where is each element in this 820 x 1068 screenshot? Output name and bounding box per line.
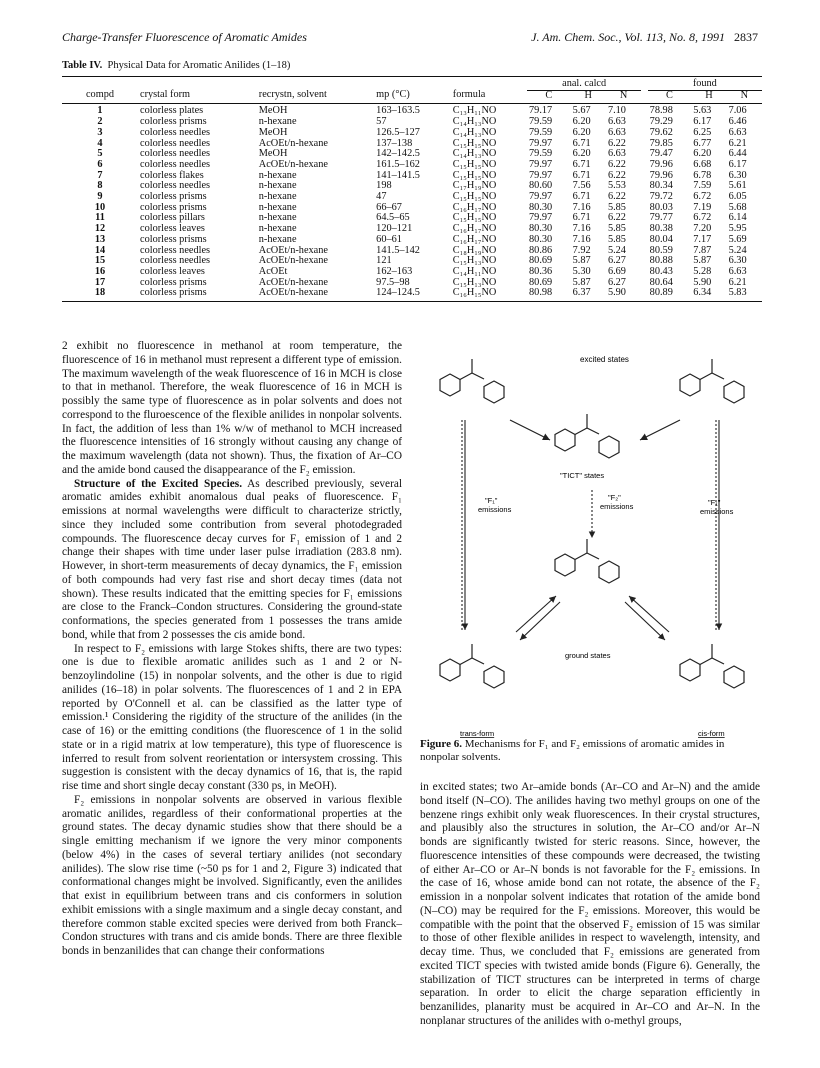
table-cell: 5.95 — [728, 223, 747, 235]
table-cell: 6.63 — [728, 265, 747, 277]
excited-states-label: excited states — [580, 355, 629, 364]
table-cell: 7.87 — [693, 244, 712, 256]
table-cell: AcOEt — [258, 265, 288, 277]
arrow — [516, 596, 556, 632]
compound-number: 10 — [94, 201, 106, 213]
table-cell: C₁₄H₁₃NO — [452, 148, 497, 160]
table-cell: 6.30 — [728, 169, 747, 181]
column-header: C — [648, 90, 692, 104]
table-cell: 80.03 — [649, 201, 673, 213]
table-cell: 5.68 — [728, 201, 747, 213]
table-cell: colorless needles — [140, 255, 211, 267]
table-cell: 6.46 — [728, 116, 747, 128]
table-cell: 80.38 — [649, 223, 673, 235]
table-cell: C₁₅H₁₅NO — [452, 191, 497, 203]
table-cell: colorless needles — [140, 180, 211, 192]
table-cell: colorless needles — [140, 148, 211, 160]
left-text-column — [62, 340, 402, 959]
table-cell: 5.69 — [728, 233, 747, 245]
compound-number: 1 — [97, 105, 103, 117]
f1-right-label: "F₁" — [708, 498, 721, 507]
table-cell: 57 — [376, 116, 387, 128]
page-number: 2837 — [734, 30, 758, 44]
column-header: mp (°C) — [374, 90, 451, 104]
table-cell: 79.59 — [529, 148, 553, 160]
running-header — [62, 30, 758, 46]
column-header: H — [571, 90, 606, 104]
table-title: Physical Data for Aromatic Anilides (1–18) — [107, 60, 291, 71]
table-row — [62, 128, 762, 139]
table-cell: 80.98 — [527, 288, 571, 301]
table-cell: 142–142.5 — [376, 148, 420, 160]
table-body — [62, 104, 762, 302]
table-cell: 124–124.5 — [374, 288, 451, 301]
table-cell: 79.17 — [529, 105, 553, 117]
f1-left-label: "F₁" — [485, 496, 498, 505]
table-cell: 6.68 — [693, 158, 712, 170]
table-cell: 80.30 — [529, 201, 553, 213]
compound-number: 14 — [94, 244, 106, 256]
ground-states-label: ground states — [565, 651, 611, 660]
table-cell: 80.43 — [649, 265, 673, 277]
table-cell: C₁₅H₁₅NO — [452, 212, 497, 224]
table-cell: 5.83 — [727, 288, 762, 301]
table-cell: AcOEt/n-hexane — [258, 137, 328, 149]
journal-citation: J. Am. Chem. Soc., Vol. 113, No. 8, 1991 2837 — [531, 30, 758, 44]
physical-data-table — [62, 76, 762, 302]
table-cell: 79.77 — [649, 212, 673, 224]
table-cell: 79.96 — [649, 158, 673, 170]
table-cell: 79.59 — [529, 126, 553, 138]
table-cell: n-hexane — [258, 201, 297, 213]
table-cell: 6.22 — [607, 137, 626, 149]
mechanism-diagram — [420, 340, 760, 740]
found-group: found — [648, 77, 762, 91]
right-text-column — [420, 781, 760, 1029]
table-cell: 6.63 — [607, 126, 626, 138]
table-cell: MeOH — [258, 148, 288, 160]
f1-left-sublabel: emissions — [478, 505, 512, 514]
anal-calcd-group: anal. calcd — [527, 77, 641, 91]
table-cell: 6.69 — [607, 265, 626, 277]
figure-label: Figure 6. — [420, 738, 462, 750]
table-cell: colorless needles — [140, 137, 211, 149]
table-cell: 64.5–65 — [376, 212, 410, 224]
table-cell: MeOH — [258, 105, 288, 117]
table-cell: 80.34 — [649, 180, 673, 192]
table-cell: 7.06 — [728, 105, 747, 117]
table-cell: 7.16 — [572, 233, 591, 245]
tict-excited-molecule — [555, 414, 619, 458]
table-cell: colorless plates — [140, 105, 204, 117]
table-cell: 6.20 — [572, 126, 591, 138]
table-cell: 6.17 — [728, 158, 747, 170]
table-cell: 6.22 — [607, 191, 626, 203]
compound-number: 9 — [97, 191, 103, 203]
compound-number: 4 — [97, 137, 103, 149]
table-cell: 6.71 — [572, 212, 591, 224]
table-cell: 6.37 — [571, 288, 606, 301]
table-cell: 80.89 — [648, 288, 692, 301]
table-cell: 80.88 — [649, 255, 673, 267]
tict-states-label: "TICT" states — [560, 471, 605, 480]
ground-trans-molecule — [440, 644, 504, 688]
excited-trans-molecule — [440, 359, 504, 403]
table-cell: colorless needles — [140, 126, 211, 138]
table-cell: 60–61 — [376, 233, 402, 245]
table-cell: 198 — [376, 180, 392, 192]
table-cell: colorless leaves — [140, 223, 205, 235]
table-cell: 5.87 — [693, 255, 712, 267]
table-label: Table IV. — [62, 60, 103, 71]
table-cell: 79.62 — [649, 126, 673, 138]
table-cell: C₁₅H₁₃NO — [452, 276, 497, 288]
table-cell: AcOEt/n-hexane — [258, 276, 328, 288]
table-row — [62, 235, 762, 246]
table-cell: 6.72 — [693, 191, 712, 203]
table-cell: 80.69 — [529, 276, 553, 288]
table-cell: 5.90 — [606, 288, 641, 301]
table-cell: n-hexane — [258, 233, 297, 245]
table-cell: 79.29 — [649, 116, 673, 128]
paragraph: 2 exhibit no fluorescence in methanol at room temperature, the fluorescence of 16 in methanol must represent a different type of emission. The maximum wavelength of the weak fluorescence of 16 in MCH is close to that in methanol. Therefore, the weak fluorescence of 16 in MCH is possibly the same type of fluorescence as in polar solvents and does not correspond to the fluroescence of the flexible anilides in nonpolar solvents. In fact, the addition of less than 1% w/w of methanol to MCH increased the fluorescence intensities of 16 strongly without causing any change of the maximum wavelength (data not shown). Thus, the fixation of Ar–CO and the amide bond caused the disappearance of the F₂ emission. — [62, 340, 402, 476]
table-cell: 6.20 — [572, 116, 591, 128]
table-cell: 7.92 — [572, 244, 591, 256]
table-cell: 97.5–98 — [376, 276, 410, 288]
table-cell: 6.71 — [572, 158, 591, 170]
table-cell: 141–141.5 — [376, 169, 420, 181]
table-cell: 80.30 — [529, 223, 553, 235]
table-cell: 162–163 — [376, 265, 413, 277]
table-cell: 6.63 — [728, 126, 747, 138]
f2-mid-sublabel: emissions — [600, 502, 634, 511]
compound-number: 12 — [94, 223, 106, 235]
table-cell: C₁₆H₁₅NO — [451, 288, 527, 301]
table-cell: 6.63 — [607, 148, 626, 160]
table-cell: 7.59 — [693, 180, 712, 192]
table-cell: 7.10 — [607, 105, 626, 117]
table-cell: 79.96 — [649, 169, 673, 181]
table-cell: 79.47 — [649, 148, 673, 160]
table-cell: 6.21 — [728, 137, 747, 149]
table-cell: 5.28 — [693, 265, 712, 277]
table-cell: colorless leaves — [140, 265, 205, 277]
table-cell: AcOEt/n-hexane — [258, 255, 328, 267]
table-cell: 5.87 — [572, 255, 591, 267]
table-cell: n-hexane — [258, 180, 297, 192]
arrow — [625, 602, 665, 640]
figure-6 — [420, 340, 760, 752]
table-cell: 6.21 — [728, 276, 747, 288]
table-cell: 79.97 — [529, 169, 553, 181]
table-cell: 80.64 — [649, 276, 673, 288]
table-cell: 6.72 — [693, 212, 712, 224]
table-cell: colorless prisms — [140, 201, 207, 213]
table-cell: 6.71 — [572, 169, 591, 181]
table-cell: 7.56 — [572, 180, 591, 192]
compound-number: 8 — [97, 180, 103, 192]
table-cell: 79.85 — [649, 137, 673, 149]
table-cell: MeOH — [258, 126, 288, 138]
table-cell: 5.63 — [693, 105, 712, 117]
table-cell: 163–163.5 — [376, 105, 420, 117]
compound-number: 6 — [97, 158, 103, 170]
table-cell: 80.36 — [529, 265, 553, 277]
table-cell: 5.85 — [607, 233, 626, 245]
paragraph: Structure of the Excited Species. As described previously, several aromatic amides exhibit anomalous dual peaks of fluorescence. F₁ emissions at normal wavelengths were difficult to characterize strictly, since they included some contribution from several photodegraded compounds. The fluorescence decay curves for F₁ emission of 1 and 2 change their shapes with time under laser pulse irradiation (283.8 nm). However, in short-term measurements of decay dynamics, the F₁ emission of both compounds had very fast rise and short decay times (data not shown). These results indicated that the emitting species for F₁ emissions are close to the Franck–Condon structures. Considering the ground-state conformations, the species generated from 1 possesses the trans amide bond, while that from 2 possesses the cis amide bond. — [62, 477, 402, 641]
compound-number: 2 — [97, 116, 103, 128]
compound-number: 16 — [94, 265, 106, 277]
column-header: N — [606, 90, 641, 104]
table-cell: colorless pillars — [140, 212, 205, 224]
table-cell: 80.04 — [649, 233, 673, 245]
column-header: compd — [62, 90, 138, 104]
table-cell: 6.20 — [693, 148, 712, 160]
compound-number: 5 — [97, 148, 103, 160]
table-cell: 5.85 — [607, 201, 626, 213]
table-cell: 66–67 — [376, 201, 402, 213]
table-cell: 6.27 — [607, 255, 626, 267]
table-cell: 80.86 — [529, 244, 553, 256]
table-cell: 5.85 — [607, 223, 626, 235]
table-cell: 161.5–162 — [376, 158, 420, 170]
table-cell: 80.69 — [529, 255, 553, 267]
table-cell: colorless prisms — [138, 288, 257, 301]
table-cell: n-hexane — [258, 223, 297, 235]
table-cell: C₁₃H₁₁NO — [452, 105, 497, 117]
section-heading: Structure of the Excited Species. — [74, 477, 243, 490]
running-title: Charge-Transfer Fluorescence of Aromatic Amides — [62, 30, 307, 44]
table-cell: 121 — [376, 255, 392, 267]
table-cell: AcOEt/n-hexane — [258, 158, 328, 170]
table-cell: 6.22 — [607, 169, 626, 181]
column-header-row — [62, 90, 762, 104]
table-cell: 126.5–127 — [376, 126, 420, 138]
paragraph: in excited states; two Ar–amide bonds (Ar–CO and Ar–N) and the amide bond itself (N–CO). The anilides having two methyl groups on one of the benzene rings exhibit only weak fluorescences. In their crystal structures, and plausibly also the structures in solution, the Ar–CO and/or Ar–N bonds are significantly twisted for steric reasons. Since, however, the fluorescence intensities of these compounds were decreased, the twisting of either Ar–CO or Ar–N bonds is not favorable for the F₂ emissions. In the case of 16, whose amide bond can not rotate, the absence of the F₂ emission in a nonpolar solvent indicates that rotation of the amide bond (N–CO) may be required for the F₂ emissions. Moreover, this would be compatible with the point that the observed F₂ emission of 15 was similar to those of other flexible anilides in respect to wavelength, intensity, and decay time. Thus, we concluded that F₂ emissions are generated from excited TICT species with twisted amide bonds (Figure 6). Generally, the stabilization of TICT structures can be interpreted in terms of charge separation. In order to elicit the charge separation efficiently in benzanilides, planarity must be acquired in Ar–CO and Ar–N. In the nonplanar structures of the anilides with o-methyl groups, — [420, 781, 760, 1027]
figure-caption: Figure 6. Mechanisms for F₁ and F₂ emissions of aromatic amides in nonpolar solvents. — [420, 738, 725, 763]
table-cell: 5.53 — [607, 180, 626, 192]
table-cell: 7.20 — [693, 223, 712, 235]
table-cell: 5.90 — [693, 276, 712, 288]
table-cell: 6.27 — [607, 276, 626, 288]
paragraph: In respect to F₂ emissions with large Stokes shifts, there are two types: one is due to flexible aromatic anilides such as 1 and 2 or N-benzoylindoline (15) in nonpolar solvents, and the other is due to rigid anilides (16–18) in polar solvents. The fluorescences of 1 and 2 in EPA reported by O'Connell et al. can be classified as the latter type of emission.¹ Considering the rigidity of the structure of the anilides (in the case of 16) or the emitting conditions (the fluorescence of 1 in the solid state or in a rigid matrix at low temperature), this type of fluorescence is inferred to result from solvent reorientation or intersystem crossing. This suggestion is consistent with the decay dynamics of 16, that is, the rapid rise time and short single decay constant (330 ps, in MeOH). — [62, 642, 402, 792]
table-cell: n-hexane — [258, 212, 297, 224]
table-cell: 5.87 — [572, 276, 591, 288]
table-cell: 7.16 — [572, 201, 591, 213]
table-cell: AcOEt/n-hexane — [257, 288, 374, 301]
table-cell: colorless prisms — [140, 276, 207, 288]
table-cell: 5.61 — [728, 180, 747, 192]
compound-number: 11 — [95, 212, 105, 224]
table-cell: 7.17 — [693, 233, 712, 245]
table-cell: C₁₅H₁₅NO — [452, 137, 497, 149]
compound-number: 17 — [94, 276, 106, 288]
table-cell: C₁₅H₁₃NO — [452, 255, 497, 267]
column-header: H — [691, 90, 726, 104]
table-cell: 5.24 — [607, 244, 626, 256]
compound-number: 7 — [97, 169, 103, 181]
table-cell: AcOEt/n-hexane — [258, 244, 328, 256]
table-cell: 6.22 — [607, 212, 626, 224]
column-header: crystal form — [138, 90, 257, 104]
table-cell: 7.19 — [693, 201, 712, 213]
table-cell: 47 — [376, 191, 387, 203]
table-cell: C₁₆H₁₇NO — [452, 201, 497, 213]
table-cell: 5.30 — [572, 265, 591, 277]
table-cell: 79.72 — [649, 191, 673, 203]
table-cell: 80.60 — [529, 180, 553, 192]
table-cell: n-hexane — [258, 116, 297, 128]
table-cell: 6.44 — [728, 148, 747, 160]
table-cell: colorless prisms — [140, 116, 207, 128]
table-cell: 6.34 — [691, 288, 726, 301]
table-cell: 79.59 — [529, 116, 553, 128]
table-cell: 79.97 — [529, 137, 553, 149]
table-cell: 6.71 — [572, 137, 591, 149]
table-cell: n-hexane — [258, 169, 297, 181]
table-cell: 141.5–142 — [376, 244, 420, 256]
compound-number: 3 — [97, 126, 103, 138]
table-cell: C₁₈H₁₉NO — [452, 244, 497, 256]
compound-number: 18 — [62, 288, 138, 301]
column-header: N — [727, 90, 762, 104]
table-caption — [62, 60, 290, 71]
table-cell: colorless needles — [140, 158, 211, 170]
table-cell: 80.59 — [649, 244, 673, 256]
table-cell: 6.20 — [572, 148, 591, 160]
table-cell: colorless flakes — [140, 169, 204, 181]
table-cell: colorless prisms — [140, 191, 207, 203]
table-cell: colorless prisms — [140, 233, 207, 245]
table-cell: C₁₄H₁₁NO — [452, 265, 497, 277]
table-cell: 137–138 — [376, 137, 413, 149]
table-cell: 6.05 — [728, 191, 747, 203]
compound-number: 13 — [94, 233, 106, 245]
table-row — [62, 288, 762, 301]
table-cell: C₁₅H₁₅NO — [452, 169, 497, 181]
table-cell: 6.30 — [728, 255, 747, 267]
table-cell: 79.97 — [529, 158, 553, 170]
table-cell: 79.97 — [529, 212, 553, 224]
cis-form-label: cis-form — [698, 729, 725, 738]
table-cell: C₁₄H₁₃NO — [452, 126, 497, 138]
trans-form-label: trans-form — [460, 729, 495, 738]
table-cell: 120–121 — [376, 223, 413, 235]
compound-number: 15 — [94, 255, 106, 267]
table-cell: 6.78 — [693, 169, 712, 181]
ground-cis-molecule — [680, 644, 744, 688]
table-cell: 6.25 — [693, 126, 712, 138]
excited-cis-molecule — [680, 359, 744, 403]
table-cell: 6.71 — [572, 191, 591, 203]
table-cell: 6.14 — [728, 212, 747, 224]
arrow — [640, 420, 680, 440]
table-cell: C₁₆H₁₇NO — [452, 233, 497, 245]
table-cell: 80.30 — [529, 233, 553, 245]
table-cell: colorless needles — [140, 244, 211, 256]
table-cell: 5.24 — [728, 244, 747, 256]
tict-ground-molecule — [555, 539, 619, 583]
table-cell: C₁₆H₁₇NO — [452, 223, 497, 235]
column-header: C — [527, 90, 571, 104]
column-header: formula — [451, 90, 527, 104]
f2-mid-label: "F₂" — [608, 493, 621, 502]
f1-right-sublabel: emissions — [700, 507, 734, 516]
table-cell: 7.16 — [572, 223, 591, 235]
table-cell: C₁₅H₁₅NO — [452, 158, 497, 170]
table-cell: C₁₇H₁₉NO — [452, 180, 497, 192]
arrow — [510, 420, 550, 440]
table-cell: 5.67 — [572, 105, 591, 117]
table-cell: 79.97 — [529, 191, 553, 203]
arrow — [520, 602, 560, 640]
table-cell: 6.63 — [607, 116, 626, 128]
table-cell: 6.22 — [607, 158, 626, 170]
column-header: recrystn, solvent — [257, 90, 374, 104]
table-cell: 6.17 — [693, 116, 712, 128]
arrow — [629, 596, 669, 632]
table-cell: 6.77 — [693, 137, 712, 149]
table-cell: C₁₄H₁₃NO — [452, 116, 497, 128]
table-cell: 78.98 — [649, 105, 673, 117]
paragraph: F₂ emissions in nonpolar solvents are observed in various flexible aromatic anilides, regardless of their conformational properties at the ground states. The decay dynamic studies show that there should be a single emitting mechanism if we ignore the very minor components (below 4%) in the cases of several tertiary anilides (not secondary anilides). The slow rise time (~50 ps for 1 and 2, Figure 3) indicated that conformational changes might be involved. Significantly, even the anilides that exist in equilibrium between trans and cis conformers in solution exhibit emissions with a single maximum and a single decay constant, and therefore common stable excited species were derived from both Franck–Condon structures with trans and cis amide bonds. There are three flexible bonds in benzanilides that can change their conformations — [62, 793, 402, 957]
table-cell: n-hexane — [258, 191, 297, 203]
